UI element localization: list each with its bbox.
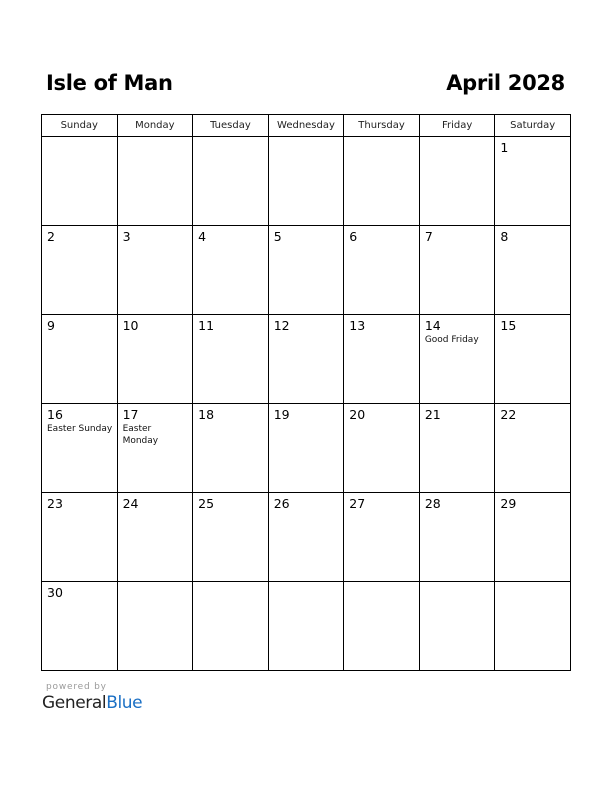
day-number: 9	[47, 318, 55, 333]
day-cell[interactable]	[193, 226, 269, 315]
day-number: 24	[122, 496, 139, 511]
day-number: 23	[47, 496, 63, 511]
day-number: 8	[500, 229, 509, 244]
day-cell[interactable]	[419, 137, 495, 226]
day-cell[interactable]	[42, 137, 118, 226]
weekday-sunday: Sunday	[42, 115, 118, 137]
day-cell[interactable]	[419, 582, 495, 671]
day-cell[interactable]	[193, 137, 269, 226]
day-number: 11	[198, 318, 215, 333]
day-number: 27	[349, 496, 366, 511]
day-cell[interactable]	[117, 493, 193, 582]
calendar-body	[42, 137, 571, 671]
day-cell[interactable]	[344, 137, 420, 226]
weekday-wednesday: Wednesday	[268, 115, 344, 137]
day-cell[interactable]	[193, 404, 269, 493]
day-cell[interactable]	[495, 493, 571, 582]
weekday-thursday: Thursday	[344, 115, 420, 137]
day-cell[interactable]	[495, 226, 571, 315]
day-cell[interactable]	[495, 582, 571, 671]
day-number: 10	[122, 318, 139, 333]
day-number: 1	[500, 140, 509, 155]
week-row	[42, 404, 571, 493]
week-row	[42, 315, 571, 404]
day-cell[interactable]	[193, 582, 269, 671]
day-cell[interactable]	[344, 226, 420, 315]
holiday-label: Easter Sunday	[47, 424, 113, 434]
day-number	[495, 582, 570, 585]
day-cell[interactable]	[193, 315, 269, 404]
weekday-header-row	[42, 115, 571, 137]
day-number	[420, 137, 495, 140]
weekday-friday: Friday	[419, 115, 495, 137]
month-year-title: April 2028	[446, 71, 565, 95]
day-cell[interactable]	[344, 493, 420, 582]
weekday-saturday: Saturday	[495, 115, 571, 137]
week-row	[42, 226, 571, 315]
day-number: 25	[198, 496, 215, 511]
day-cell[interactable]	[495, 137, 571, 226]
weekday-monday: Monday	[117, 115, 193, 137]
logo-blue-text: Blue	[106, 693, 143, 713]
day-cell[interactable]	[42, 226, 118, 315]
day-number: 14	[424, 318, 441, 333]
day-number: 28	[424, 496, 441, 511]
day-number	[118, 582, 193, 585]
day-number	[269, 137, 344, 140]
day-cell[interactable]	[344, 582, 420, 671]
holiday-label: Good Friday	[424, 335, 479, 345]
day-number: 16	[47, 407, 63, 422]
day-cell[interactable]	[117, 404, 193, 493]
day-number: 22	[500, 407, 517, 422]
day-number: 13	[349, 318, 366, 333]
logo-general-text: General	[42, 693, 107, 713]
day-cell[interactable]	[268, 493, 344, 582]
day-number	[193, 582, 268, 585]
day-number	[118, 137, 193, 140]
day-cell[interactable]	[419, 315, 495, 404]
day-cell[interactable]	[117, 582, 193, 671]
day-cell[interactable]	[268, 582, 344, 671]
weekday-tuesday: Tuesday	[193, 115, 269, 137]
day-number: 21	[424, 407, 441, 422]
day-number	[193, 137, 268, 140]
day-number: 4	[198, 229, 207, 244]
day-cell[interactable]	[117, 137, 193, 226]
day-cell[interactable]	[419, 493, 495, 582]
day-number: 19	[273, 407, 290, 422]
day-number: 20	[349, 407, 366, 422]
day-cell[interactable]	[419, 226, 495, 315]
day-cell[interactable]	[344, 315, 420, 404]
day-number	[344, 137, 419, 140]
day-number: 12	[273, 318, 290, 333]
day-number: 18	[198, 407, 215, 422]
day-number: 2	[47, 229, 55, 244]
day-cell[interactable]	[268, 137, 344, 226]
generalblue-logo[interactable]	[42, 693, 142, 713]
day-number: 3	[122, 229, 131, 244]
day-cell[interactable]	[268, 315, 344, 404]
day-number: 6	[349, 229, 358, 244]
day-number	[420, 582, 495, 585]
week-row	[42, 582, 571, 671]
week-row	[42, 137, 571, 226]
day-number: 15	[500, 318, 517, 333]
day-cell[interactable]	[117, 315, 193, 404]
day-number	[269, 582, 344, 585]
day-cell[interactable]	[268, 226, 344, 315]
day-number: 29	[500, 496, 517, 511]
day-cell[interactable]	[495, 404, 571, 493]
powered-by-label: powered by	[46, 682, 107, 692]
day-cell[interactable]	[42, 404, 118, 493]
day-cell[interactable]	[344, 404, 420, 493]
day-number: 30	[47, 585, 63, 600]
day-number: 17	[122, 407, 139, 422]
week-row	[42, 493, 571, 582]
day-number: 26	[273, 496, 290, 511]
day-number	[344, 582, 419, 585]
day-cell[interactable]	[495, 315, 571, 404]
holiday-label: Easter Monday	[122, 424, 159, 446]
day-cell[interactable]	[419, 404, 495, 493]
day-cell[interactable]	[268, 404, 344, 493]
day-number	[42, 137, 117, 140]
day-cell[interactable]	[193, 493, 269, 582]
day-cell[interactable]	[42, 582, 118, 671]
day-number: 5	[273, 229, 282, 244]
day-number: 7	[424, 229, 433, 244]
day-cell[interactable]	[117, 226, 193, 315]
day-cell[interactable]	[42, 493, 118, 582]
region-title: Isle of Man	[46, 71, 173, 95]
calendar-grid	[41, 114, 571, 671]
day-cell[interactable]	[42, 315, 118, 404]
